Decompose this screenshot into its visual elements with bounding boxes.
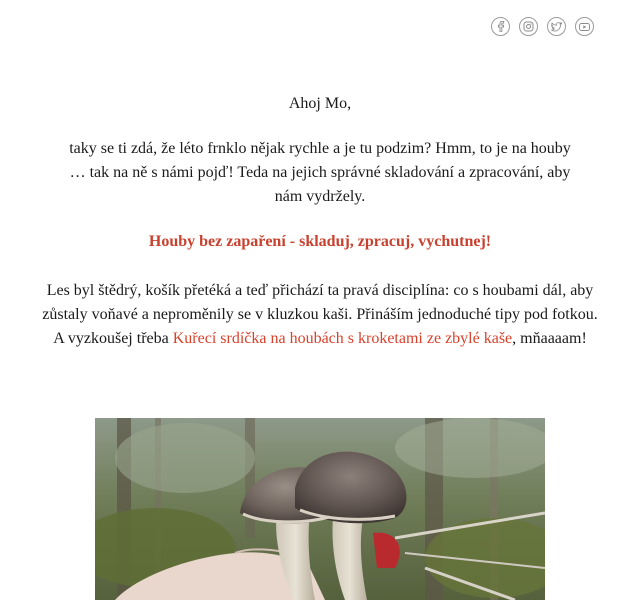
headline: Houby bez zapaření - skladuj, zpracuj, vychutnej! <box>148 233 492 250</box>
recipe-link[interactable]: Kuřecí srdíčka na houbách s kroketami ze zbylé kaše <box>172 330 513 347</box>
facebook-icon <box>496 21 505 32</box>
facebook-button[interactable] <box>491 17 510 36</box>
social-links <box>491 17 594 36</box>
email-body <box>40 92 600 351</box>
body-text-after: , mňaaaam! <box>512 330 587 347</box>
twitter-button[interactable] <box>547 17 566 36</box>
body-text <box>40 279 600 351</box>
intro-text: taky se ti zdá, že léto frnklo nějak rychle a je tu podzim? Hmm, to je na houby … tak na ně s námi pojď! Teda na jejich správné skladování a zpracování, aby nám vydržely. <box>69 140 571 205</box>
greeting: Ahoj Mo, <box>288 95 352 112</box>
youtube-icon <box>579 23 590 31</box>
twitter-icon <box>551 22 562 32</box>
mushroom-photo <box>95 418 545 600</box>
youtube-button[interactable] <box>575 17 594 36</box>
body-text-before: Les byl štědrý, košík přetéká a teď přichází ta pravá disciplína: co s houbami dál, aby zůstaly voňavé a neproměnily se v kluzkou kaši. Přináším jednoduché tipy pod fotkou. A vyzkoušej třeba <box>42 282 598 347</box>
instagram-button[interactable] <box>519 17 538 36</box>
mushroom-photo-illustration <box>95 418 545 600</box>
instagram-icon <box>523 21 534 32</box>
